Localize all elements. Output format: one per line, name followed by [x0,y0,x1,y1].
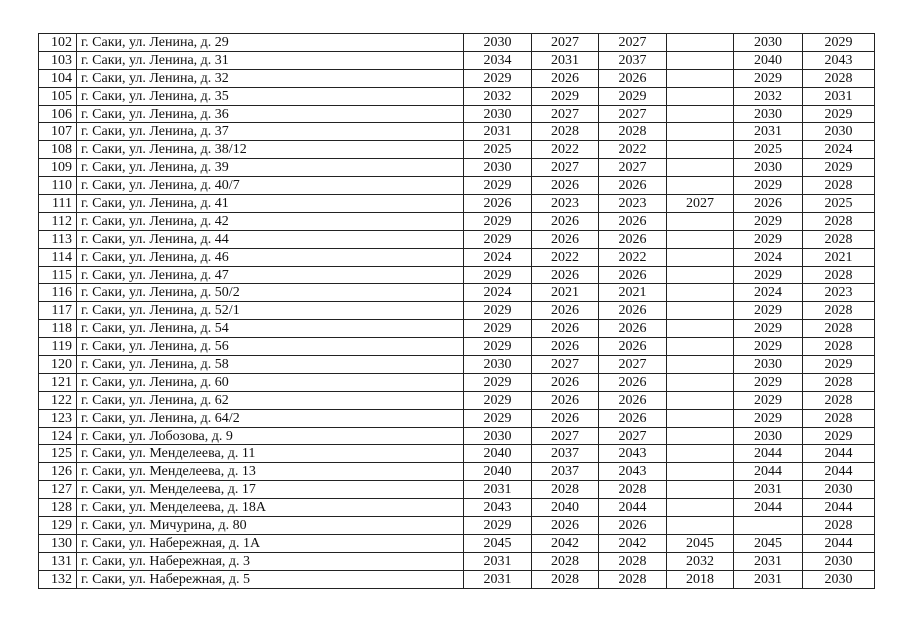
year-cell-5: 2044 [734,445,803,463]
year-cell-1: 2025 [464,141,532,159]
year-cell-6: 2044 [803,445,875,463]
year-cell-3: 2027 [599,34,667,52]
address-cell: г. Саки, ул. Менделеева, д. 18А [77,499,464,517]
year-cell-3: 2026 [599,320,667,338]
year-cell-2: 2026 [532,373,599,391]
year-cell-2: 2042 [532,534,599,552]
year-cell-3: 2043 [599,445,667,463]
year-cell-1: 2029 [464,338,532,356]
year-cell-4 [667,123,734,141]
table-row [39,481,875,499]
year-cell-3: 2026 [599,409,667,427]
year-cell-2: 2023 [532,195,599,213]
year-cell-6: 2044 [803,463,875,481]
year-cell-6: 2021 [803,248,875,266]
address-cell: г. Саки, ул. Ленина, д. 42 [77,212,464,230]
table-row [39,123,875,141]
table-row [39,248,875,266]
year-cell-5: 2029 [734,230,803,248]
table-row [39,177,875,195]
year-cell-6: 2028 [803,69,875,87]
table-row [39,320,875,338]
year-cell-2: 2026 [532,517,599,535]
table-row [39,302,875,320]
year-cell-4 [667,445,734,463]
year-cell-3: 2026 [599,517,667,535]
row-number-cell: 111 [39,195,77,213]
year-cell-1: 2031 [464,123,532,141]
year-cell-1: 2029 [464,266,532,284]
year-cell-2: 2040 [532,499,599,517]
year-cell-3: 2021 [599,284,667,302]
address-cell: г. Саки, ул. Менделеева, д. 13 [77,463,464,481]
row-number-cell: 126 [39,463,77,481]
year-cell-4 [667,230,734,248]
year-cell-2: 2026 [532,266,599,284]
year-cell-6: 2030 [803,123,875,141]
year-cell-1: 2029 [464,302,532,320]
year-cell-6: 2025 [803,195,875,213]
table-row [39,34,875,52]
year-cell-1: 2030 [464,427,532,445]
address-cell: г. Саки, ул. Ленина, д. 36 [77,105,464,123]
address-cell: г. Саки, ул. Ленина, д. 41 [77,195,464,213]
table-row [39,69,875,87]
row-number-cell: 119 [39,338,77,356]
year-cell-5: 2044 [734,463,803,481]
year-cell-3: 2026 [599,212,667,230]
year-cell-5: 2030 [734,34,803,52]
year-cell-1: 2040 [464,463,532,481]
row-number-cell: 115 [39,266,77,284]
year-cell-4 [667,266,734,284]
address-cell: г. Саки, ул. Ленина, д. 47 [77,266,464,284]
year-cell-1: 2029 [464,212,532,230]
year-cell-4 [667,302,734,320]
address-cell: г. Саки, ул. Менделеева, д. 17 [77,481,464,499]
year-cell-4 [667,481,734,499]
row-number-cell: 110 [39,177,77,195]
table-row [39,534,875,552]
year-cell-2: 2026 [532,69,599,87]
year-cell-4 [667,177,734,195]
year-cell-1: 2029 [464,373,532,391]
address-cell: г. Саки, ул. Ленина, д. 62 [77,391,464,409]
year-cell-5 [734,517,803,535]
year-cell-6: 2030 [803,570,875,588]
year-cell-2: 2026 [532,338,599,356]
year-cell-4: 2045 [667,534,734,552]
year-cell-2: 2027 [532,105,599,123]
year-cell-4 [667,338,734,356]
year-cell-1: 2029 [464,230,532,248]
table-row [39,87,875,105]
year-cell-5: 2029 [734,177,803,195]
year-cell-3: 2027 [599,427,667,445]
year-cell-1: 2024 [464,248,532,266]
year-cell-5: 2029 [734,320,803,338]
year-cell-5: 2029 [734,391,803,409]
year-cell-6: 2028 [803,338,875,356]
year-cell-2: 2026 [532,212,599,230]
year-cell-5: 2030 [734,159,803,177]
year-cell-6: 2030 [803,481,875,499]
row-number-cell: 132 [39,570,77,588]
table-row [39,427,875,445]
year-cell-3: 2022 [599,141,667,159]
row-number-cell: 108 [39,141,77,159]
year-cell-3: 2026 [599,266,667,284]
row-number-cell: 120 [39,356,77,374]
year-cell-1: 2043 [464,499,532,517]
table-row [39,463,875,481]
year-cell-1: 2029 [464,391,532,409]
row-number-cell: 128 [39,499,77,517]
year-cell-4 [667,373,734,391]
address-cell: г. Саки, ул. Ленина, д. 39 [77,159,464,177]
year-cell-1: 2029 [464,517,532,535]
year-cell-3: 2026 [599,69,667,87]
row-number-cell: 118 [39,320,77,338]
year-cell-2: 2026 [532,409,599,427]
table-row [39,51,875,69]
year-cell-6: 2028 [803,212,875,230]
row-number-cell: 122 [39,391,77,409]
year-cell-5: 2029 [734,409,803,427]
row-number-cell: 107 [39,123,77,141]
row-number-cell: 109 [39,159,77,177]
year-cell-3: 2027 [599,105,667,123]
year-cell-1: 2040 [464,445,532,463]
year-cell-5: 2045 [734,534,803,552]
table-row [39,212,875,230]
year-cell-4 [667,212,734,230]
row-number-cell: 103 [39,51,77,69]
housing-schedule-table [38,33,875,589]
year-cell-3: 2028 [599,481,667,499]
year-cell-6: 2029 [803,427,875,445]
table-row [39,356,875,374]
year-cell-2: 2037 [532,445,599,463]
year-cell-6: 2030 [803,552,875,570]
row-number-cell: 130 [39,534,77,552]
year-cell-2: 2022 [532,141,599,159]
row-number-cell: 106 [39,105,77,123]
year-cell-3: 2027 [599,159,667,177]
year-cell-6: 2044 [803,499,875,517]
year-cell-4 [667,159,734,177]
year-cell-1: 2031 [464,481,532,499]
address-cell: г. Саки, ул. Ленина, д. 64/2 [77,409,464,427]
year-cell-1: 2030 [464,105,532,123]
address-cell: г. Саки, ул. Ленина, д. 44 [77,230,464,248]
table-row [39,159,875,177]
year-cell-6: 2028 [803,373,875,391]
table-row [39,409,875,427]
address-cell: г. Саки, ул. Ленина, д. 35 [77,87,464,105]
year-cell-5: 2030 [734,105,803,123]
table-row [39,517,875,535]
address-cell: г. Саки, ул. Менделеева, д. 11 [77,445,464,463]
year-cell-6: 2044 [803,534,875,552]
year-cell-2: 2021 [532,284,599,302]
year-cell-5: 2029 [734,266,803,284]
year-cell-5: 2040 [734,51,803,69]
table-row [39,105,875,123]
year-cell-1: 2030 [464,159,532,177]
address-cell: г. Саки, ул. Ленина, д. 38/12 [77,141,464,159]
year-cell-5: 2032 [734,87,803,105]
year-cell-4 [667,248,734,266]
year-cell-1: 2032 [464,87,532,105]
row-number-cell: 121 [39,373,77,391]
table-row [39,141,875,159]
year-cell-1: 2029 [464,69,532,87]
row-number-cell: 131 [39,552,77,570]
year-cell-3: 2037 [599,51,667,69]
row-number-cell: 123 [39,409,77,427]
year-cell-1: 2045 [464,534,532,552]
year-cell-6: 2029 [803,34,875,52]
year-cell-4 [667,320,734,338]
year-cell-6: 2024 [803,141,875,159]
year-cell-3: 2022 [599,248,667,266]
table-row [39,499,875,517]
year-cell-2: 2026 [532,320,599,338]
row-number-cell: 124 [39,427,77,445]
year-cell-3: 2026 [599,230,667,248]
year-cell-5: 2031 [734,123,803,141]
year-cell-3: 2044 [599,499,667,517]
year-cell-4 [667,391,734,409]
year-cell-4: 2027 [667,195,734,213]
table-row [39,373,875,391]
year-cell-4 [667,51,734,69]
address-cell: г. Саки, ул. Ленина, д. 52/1 [77,302,464,320]
year-cell-4 [667,87,734,105]
address-cell: г. Саки, ул. Ленина, д. 54 [77,320,464,338]
year-cell-1: 2034 [464,51,532,69]
table-row [39,391,875,409]
year-cell-1: 2031 [464,552,532,570]
year-cell-5: 2029 [734,373,803,391]
year-cell-3: 2028 [599,570,667,588]
year-cell-1: 2031 [464,570,532,588]
table-row [39,266,875,284]
year-cell-6: 2028 [803,409,875,427]
year-cell-6: 2029 [803,105,875,123]
year-cell-4 [667,141,734,159]
row-number-cell: 129 [39,517,77,535]
year-cell-1: 2026 [464,195,532,213]
year-cell-5: 2031 [734,481,803,499]
row-number-cell: 102 [39,34,77,52]
year-cell-3: 2029 [599,87,667,105]
year-cell-5: 2024 [734,248,803,266]
year-cell-1: 2029 [464,177,532,195]
address-cell: г. Саки, ул. Ленина, д. 50/2 [77,284,464,302]
year-cell-6: 2028 [803,302,875,320]
year-cell-2: 2028 [532,123,599,141]
year-cell-6: 2028 [803,230,875,248]
address-cell: г. Саки, ул. Ленина, д. 58 [77,356,464,374]
year-cell-1: 2029 [464,320,532,338]
year-cell-3: 2043 [599,463,667,481]
row-number-cell: 104 [39,69,77,87]
year-cell-4: 2032 [667,552,734,570]
year-cell-6: 2031 [803,87,875,105]
table-body [39,34,875,589]
table-row [39,195,875,213]
year-cell-5: 2029 [734,69,803,87]
address-cell: г. Саки, ул. Ленина, д. 46 [77,248,464,266]
year-cell-5: 2044 [734,499,803,517]
row-number-cell: 127 [39,481,77,499]
year-cell-6: 2029 [803,356,875,374]
address-cell: г. Саки, ул. Ленина, д. 31 [77,51,464,69]
year-cell-4 [667,409,734,427]
year-cell-6: 2028 [803,177,875,195]
address-cell: г. Саки, ул. Набережная, д. 1А [77,534,464,552]
year-cell-5: 2024 [734,284,803,302]
year-cell-2: 2027 [532,427,599,445]
year-cell-3: 2042 [599,534,667,552]
year-cell-2: 2028 [532,552,599,570]
table-row [39,284,875,302]
table-row [39,230,875,248]
year-cell-6: 2028 [803,320,875,338]
year-cell-4 [667,517,734,535]
address-cell: г. Саки, ул. Ленина, д. 29 [77,34,464,52]
year-cell-4 [667,427,734,445]
year-cell-1: 2030 [464,356,532,374]
row-number-cell: 114 [39,248,77,266]
year-cell-2: 2031 [532,51,599,69]
year-cell-5: 2029 [734,212,803,230]
year-cell-3: 2026 [599,177,667,195]
year-cell-4: 2018 [667,570,734,588]
year-cell-2: 2022 [532,248,599,266]
year-cell-4 [667,284,734,302]
year-cell-5: 2025 [734,141,803,159]
year-cell-3: 2026 [599,302,667,320]
address-cell: г. Саки, ул. Лобозова, д. 9 [77,427,464,445]
address-cell: г. Саки, ул. Набережная, д. 5 [77,570,464,588]
year-cell-4 [667,34,734,52]
year-cell-2: 2026 [532,230,599,248]
year-cell-5: 2031 [734,570,803,588]
year-cell-3: 2027 [599,356,667,374]
row-number-cell: 117 [39,302,77,320]
address-cell: г. Саки, ул. Ленина, д. 40/7 [77,177,464,195]
row-number-cell: 113 [39,230,77,248]
year-cell-1: 2029 [464,409,532,427]
row-number-cell: 105 [39,87,77,105]
year-cell-5: 2030 [734,356,803,374]
address-cell: г. Саки, ул. Ленина, д. 60 [77,373,464,391]
year-cell-4 [667,499,734,517]
address-cell: г. Саки, ул. Ленина, д. 32 [77,69,464,87]
address-cell: г. Саки, ул. Мичурина, д. 80 [77,517,464,535]
year-cell-2: 2027 [532,159,599,177]
year-cell-2: 2028 [532,570,599,588]
address-cell: г. Саки, ул. Набережная, д. 3 [77,552,464,570]
year-cell-6: 2028 [803,517,875,535]
year-cell-6: 2028 [803,391,875,409]
year-cell-2: 2029 [532,87,599,105]
year-cell-4 [667,105,734,123]
year-cell-5: 2029 [734,302,803,320]
year-cell-1: 2024 [464,284,532,302]
row-number-cell: 116 [39,284,77,302]
address-cell: г. Саки, ул. Ленина, д. 56 [77,338,464,356]
row-number-cell: 125 [39,445,77,463]
year-cell-6: 2029 [803,159,875,177]
table-row [39,552,875,570]
year-cell-5: 2029 [734,338,803,356]
year-cell-3: 2028 [599,123,667,141]
year-cell-1: 2030 [464,34,532,52]
year-cell-4 [667,356,734,374]
year-cell-2: 2028 [532,481,599,499]
table-row [39,570,875,588]
year-cell-6: 2023 [803,284,875,302]
row-number-cell: 112 [39,212,77,230]
year-cell-3: 2026 [599,373,667,391]
year-cell-2: 2026 [532,391,599,409]
year-cell-2: 2037 [532,463,599,481]
year-cell-5: 2031 [734,552,803,570]
table-row [39,338,875,356]
year-cell-2: 2027 [532,356,599,374]
year-cell-4 [667,463,734,481]
table-row [39,445,875,463]
year-cell-3: 2028 [599,552,667,570]
year-cell-3: 2026 [599,338,667,356]
year-cell-4 [667,69,734,87]
year-cell-5: 2030 [734,427,803,445]
year-cell-5: 2026 [734,195,803,213]
year-cell-2: 2026 [532,302,599,320]
year-cell-6: 2043 [803,51,875,69]
year-cell-3: 2023 [599,195,667,213]
year-cell-2: 2027 [532,34,599,52]
year-cell-3: 2026 [599,391,667,409]
year-cell-2: 2026 [532,177,599,195]
address-cell: г. Саки, ул. Ленина, д. 37 [77,123,464,141]
year-cell-6: 2028 [803,266,875,284]
